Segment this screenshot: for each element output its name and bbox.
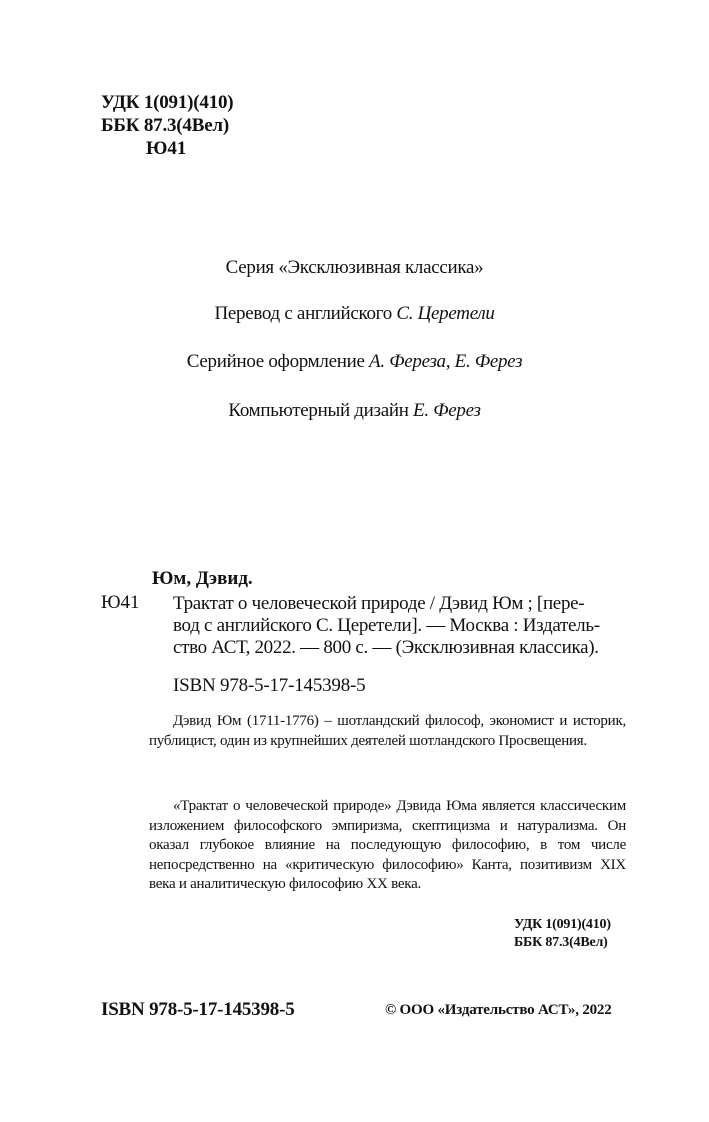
computer-design-prefix: Компьютерный дизайн [228, 400, 414, 421]
series-line [0, 257, 709, 279]
footer-copyright: © ООО «Издательство АСТ», 2022 [385, 1002, 612, 1018]
udk-code: УДК 1(091)(410) [101, 92, 234, 113]
book-summary: «Трактат о человеческой природе» Дэвида Юма является классическим изложением философского эмпиризма, скептицизма и натурализма. Он оказал глубокое влияние на последующую философию, в том числе непосредственно на «критическую философию» Канта, позитивизм XIX века и аналитическую философию XX века. [149, 798, 626, 892]
card-author: Юм, Дэвид. [152, 568, 253, 589]
computer-design-line [0, 400, 709, 422]
series-design-line [0, 351, 709, 373]
card-description [173, 593, 618, 659]
series-name: «Эксклюзивная классика» [278, 257, 484, 278]
designers-names: А. Фереза, Е. Ферез [369, 351, 523, 372]
translation-line [0, 303, 709, 325]
small-bbk-code: ББК 87.3(4Вел) [514, 935, 608, 950]
series-prefix: Серия [225, 257, 279, 278]
author-bio: Дэвид Юм (1711-1776) – шотландский философ, экономист и историк, публицист, один из крупнейших деятелей шотландского Просвещения. [149, 713, 626, 749]
translator-name: С. Церетели [396, 303, 495, 324]
translation-prefix: Перевод с английского [214, 303, 397, 324]
card-description-line: вод с английского С. Церетели]. — Москва : Издатель- [173, 615, 600, 636]
card-isbn: ISBN 978-5-17-145398-5 [173, 675, 366, 696]
computer-designer-name: Е. Ферез [413, 400, 481, 421]
card-author-sign: Ю41 [101, 592, 140, 613]
footer-isbn: ISBN 978-5-17-145398-5 [101, 999, 295, 1020]
bbk-code: ББК 87.3(4Вел) [101, 115, 230, 136]
author-sign: Ю41 [146, 138, 187, 159]
design-prefix: Серийное оформление [186, 351, 370, 372]
card-description-line: ство АСТ, 2022. — 800 с. — (Эксклюзивная классика). [173, 637, 599, 658]
card-description-line: Трактат о человеческой природе / Дэвид Юм ; [пере- [173, 593, 585, 614]
small-udk-code: УДК 1(091)(410) [514, 917, 611, 932]
